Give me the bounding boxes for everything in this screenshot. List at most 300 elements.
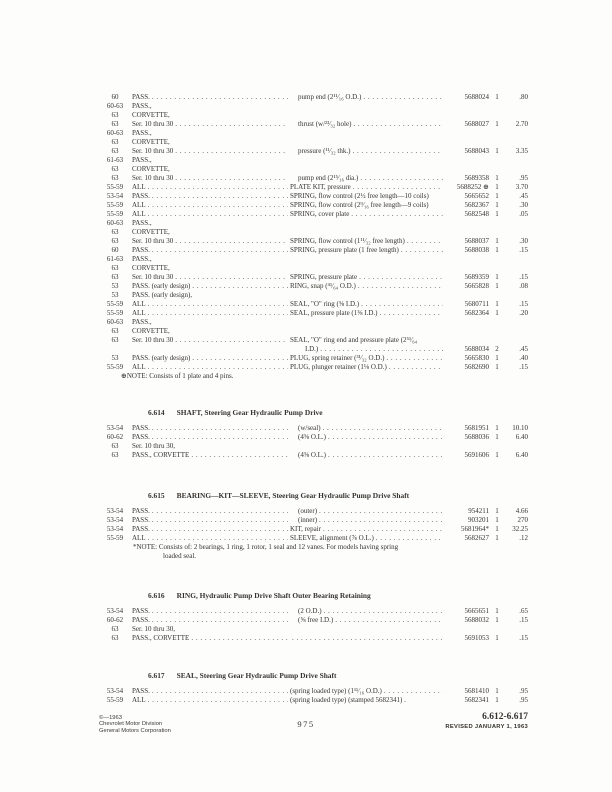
parts-row: [98, 625, 528, 634]
years-cell: 63: [111, 264, 119, 272]
years-cell: 53: [111, 291, 119, 299]
price-cell: 10.10: [512, 424, 528, 432]
description-cell: [290, 607, 445, 616]
section: [98, 591, 528, 643]
application-cell-text: Ser. 10 thru 30: [132, 147, 174, 155]
application-cell: [132, 516, 290, 525]
parts-row: [98, 129, 528, 138]
description-cell: [290, 201, 445, 210]
part-number-cell: 5689359: [464, 273, 489, 281]
parts-row: [98, 138, 528, 147]
qty-cell: 1: [495, 687, 499, 695]
part-number-cell: 5691606: [464, 451, 489, 459]
price-cell: .15: [519, 273, 528, 281]
dot-leader: [379, 309, 443, 318]
dot-leader: [148, 201, 288, 210]
description-cell: [290, 237, 445, 246]
description-cell: [290, 174, 445, 183]
description-cell-text: thrust (w/²³⁄₃₂ hole): [298, 120, 352, 128]
part-number-cell: 5682627: [464, 534, 489, 542]
qty-cell: 1: [495, 354, 499, 362]
price-cell: .05: [519, 210, 528, 218]
section-title: SHAFT, Steering Gear Hydraulic Pump Drive: [176, 408, 323, 417]
part-number-cell: 5688024: [464, 93, 489, 101]
description-cell-text: PLUG, plunger retainer (1⅛ O.D.): [290, 363, 387, 371]
description-cell-text: (4⅝ O.L.): [298, 451, 326, 459]
price-cell: 6.40: [515, 433, 528, 441]
part-number-cell: 5665652: [464, 192, 489, 200]
qty-cell: 1: [495, 451, 499, 459]
application-cell-text: ALL: [132, 534, 146, 542]
description-cell: [290, 273, 445, 282]
application-cell-text: PASS. (early design): [132, 282, 191, 290]
dot-leader: [386, 354, 443, 363]
application-cell: [132, 442, 290, 451]
application-cell-text: PASS., CORVETTE: [132, 451, 190, 459]
years-cell: 60-62: [106, 616, 124, 624]
dot-leader: [363, 93, 443, 102]
dot-leader: [148, 363, 288, 372]
application-cell: [132, 451, 290, 460]
dot-leader: [152, 433, 288, 442]
application-cell-text: ALL: [132, 183, 146, 191]
price-cell: 4.66: [515, 507, 528, 515]
application-cell: [132, 363, 290, 372]
price-cell: 270: [517, 516, 528, 524]
part-number-cell: 5665651: [464, 607, 489, 615]
parts-row: [98, 165, 528, 174]
description-cell: [290, 507, 445, 516]
years-cell: 53: [111, 282, 119, 290]
part-number-cell: 5682690: [464, 363, 489, 371]
description-cell-text: SEAL, "O" ring (⅝ I.D.): [290, 300, 360, 308]
years-cell: 63: [111, 451, 119, 459]
price-cell: 32.25: [512, 525, 528, 533]
years-cell: 63: [111, 237, 119, 245]
application-cell: [132, 433, 290, 442]
dot-leader: [361, 300, 443, 309]
qty-cell: 1: [495, 93, 499, 101]
price-cell: .08: [519, 282, 528, 290]
application-cell-text: CORVETTE,: [132, 111, 170, 119]
years-cell: 55-59: [106, 210, 124, 218]
dot-leader: [152, 424, 288, 433]
application-cell: [132, 174, 290, 183]
parts-row: [98, 210, 528, 219]
dot-leader: [175, 273, 288, 282]
description-cell-text: (spring loaded type) (1¹¹⁄₁₆ O.D.): [290, 687, 382, 695]
description-cell: [290, 451, 445, 460]
description-cell: [290, 93, 445, 102]
application-cell: [132, 625, 290, 634]
parts-row: [98, 300, 528, 309]
price-cell: 3.70: [515, 183, 528, 191]
qty-cell: 1: [495, 273, 499, 281]
dot-leader: [152, 525, 288, 534]
parts-row: [98, 345, 528, 354]
parts-row: [98, 228, 528, 237]
part-number-cell: 5688027: [464, 120, 489, 128]
dot-leader: [389, 363, 443, 372]
description-cell-text: SPRING, flow control (2⁹⁄₁₆ free length—9 coils): [290, 201, 429, 209]
years-cell: 53-54: [106, 687, 124, 695]
dot-leader: [328, 433, 443, 442]
dot-leader: [319, 507, 443, 516]
price-cell: .95: [519, 696, 528, 704]
application-cell-text: CORVETTE,: [132, 138, 170, 146]
qty-cell: 1: [495, 192, 499, 200]
price-cell: .20: [519, 309, 528, 317]
parts-row: [98, 318, 528, 327]
years-cell: 63: [111, 634, 119, 642]
section-number: 6.615: [148, 491, 165, 500]
part-number-cell: 5682367: [464, 201, 489, 209]
parts-row: [98, 93, 528, 102]
dot-leader: [148, 309, 288, 318]
parts-row: [98, 246, 528, 255]
section: [98, 93, 528, 381]
section-number: 6.614: [148, 408, 165, 417]
price-cell: .45: [519, 192, 528, 200]
description-cell-text: SPRING, pressure plate (1 free length): [290, 246, 399, 254]
section-title: BEARING—KIT—SLEEVE, Steering Gear Hydraulic Pump Drive Shaft: [176, 491, 410, 500]
qty-cell: 1: [495, 147, 499, 155]
qty-cell: 1: [495, 516, 499, 524]
application-cell-text: CORVETTE,: [132, 327, 170, 335]
description-cell-text: (outer): [298, 507, 318, 515]
dot-leader: [148, 210, 288, 219]
description-cell: [290, 687, 445, 696]
qty-cell: 1: [495, 174, 499, 182]
description-cell: [290, 634, 445, 643]
note-row: loaded seal.: [163, 552, 197, 560]
application-cell: [132, 120, 290, 129]
years-cell: 60-63: [106, 102, 124, 110]
application-cell: [132, 534, 290, 543]
description-cell: [290, 300, 445, 309]
application-cell: [132, 354, 290, 363]
qty-cell: 1: [495, 525, 499, 533]
section-title: SEAL, Steering Gear Hydraulic Pump Drive Shaft: [176, 671, 337, 680]
parts-row: [98, 174, 528, 183]
dot-leader: [353, 120, 443, 129]
description-cell-text: PLATE KIT, pressure: [290, 183, 351, 191]
description-cell-text: SEAL, pressure plate (1⅜ I.D.): [290, 309, 378, 317]
years-cell: 53: [111, 354, 119, 362]
application-cell-text: CORVETTE,: [132, 264, 170, 272]
description-cell: [290, 616, 445, 625]
years-cell: 63: [111, 174, 119, 182]
years-cell: 63: [111, 625, 119, 633]
application-cell-text: Ser. 10 thru 30,: [132, 625, 175, 633]
section-title: RING, Hydraulic Pump Drive Shaft Outer Bearing Retaining: [176, 591, 371, 600]
parts-row: [98, 111, 528, 120]
part-number-cell: 5688252 ⊕: [456, 183, 489, 191]
years-cell: 63: [111, 442, 119, 450]
application-cell-text: PASS.: [132, 93, 150, 101]
description-cell-text: KIT, repair: [290, 525, 321, 533]
application-cell: [132, 318, 290, 327]
application-cell-text: CORVETTE,: [132, 165, 170, 173]
parts-table: [98, 93, 528, 705]
part-number-cell: 5681410: [464, 687, 489, 695]
description-cell-text: SPRING, flow control (1¹¹⁄₃₂ free length): [290, 237, 405, 245]
application-cell-text: PASS.: [132, 507, 150, 515]
application-cell-text: PASS.: [132, 424, 150, 432]
price-cell: .15: [519, 616, 528, 624]
qty-cell: 1: [495, 507, 499, 515]
application-cell: [132, 607, 290, 616]
years-cell: 63: [111, 147, 119, 155]
description-cell: [290, 282, 445, 291]
section: [98, 671, 528, 705]
years-cell: 61-63: [106, 255, 124, 263]
dot-leader: [323, 525, 443, 534]
qty-cell: 1: [495, 201, 499, 209]
years-cell: 55-59: [106, 363, 124, 371]
years-cell: 60-63: [106, 129, 124, 137]
years-cell: 61-63: [106, 156, 124, 164]
application-cell: [132, 309, 290, 318]
application-cell-text: PASS.,: [132, 318, 152, 326]
years-cell: 53-54: [106, 516, 124, 524]
qty-cell: 1: [495, 183, 499, 191]
parts-row: [98, 102, 528, 111]
price-cell: .45: [519, 345, 528, 353]
parts-row: [98, 451, 528, 460]
dot-leader: [175, 120, 288, 129]
part-number-cell: 5680711: [464, 300, 489, 308]
years-cell: 55-59: [106, 201, 124, 209]
part-number-cell: 5665828: [464, 282, 489, 290]
price-cell: .30: [519, 201, 528, 209]
dot-leader: [152, 616, 288, 625]
note-row: ⊕NOTE: Consists of 1 plate and 4 pins.: [121, 372, 234, 380]
dot-leader: [192, 282, 288, 291]
years-cell: 55-59: [106, 300, 124, 308]
parts-row: [98, 363, 528, 372]
dot-leader: [148, 300, 288, 309]
dot-leader: [335, 616, 443, 625]
parts-row: [98, 219, 528, 228]
qty-cell: 1: [495, 607, 499, 615]
application-cell-text: Ser. 10 thru 30: [132, 273, 174, 281]
dot-leader: [152, 93, 288, 102]
dot-leader: [152, 516, 288, 525]
description-cell-text: RING, snap (⁴¹⁄₆₄ O.D.): [290, 282, 356, 290]
application-cell: [132, 210, 290, 219]
application-cell-text: Ser. 10 thru 30: [132, 174, 174, 182]
years-cell: 55-59: [106, 183, 124, 191]
section-heading: [98, 491, 528, 501]
parts-row: [98, 273, 528, 282]
note-row: *NOTE: Consists of: 2 bearings, 1 ring, 1 rotor, 1 seal and 12 vanes. For models having spring: [133, 543, 399, 551]
qty-cell: 1: [495, 282, 499, 290]
years-cell: 63: [111, 165, 119, 173]
application-cell-text: Ser. 10 thru 30: [132, 120, 174, 128]
qty-cell: 1: [495, 237, 499, 245]
dot-leader: [384, 687, 443, 696]
application-cell-text: ALL: [132, 363, 146, 371]
dot-leader: [148, 183, 288, 192]
application-cell-text: PASS., CORVETTE: [132, 634, 190, 642]
application-cell: [132, 327, 290, 336]
dot-leader: [148, 696, 288, 705]
years-cell: 63: [111, 111, 119, 119]
years-cell: 63: [111, 120, 119, 128]
footer-right-block: [445, 712, 528, 730]
application-cell: [132, 93, 290, 102]
application-cell-text: Ser. 10 thru 30,: [132, 442, 175, 450]
dot-leader: [175, 237, 288, 246]
description-cell: [290, 433, 445, 442]
price-cell: .65: [519, 607, 528, 615]
price-cell: .12: [519, 534, 528, 542]
parts-row: [98, 354, 528, 363]
description-cell: [290, 183, 445, 192]
description-cell-text: PLUG, spring retainer (³¹⁄₃₂ O.D.): [290, 354, 385, 362]
years-cell: 53-54: [106, 424, 124, 432]
parts-row: [98, 534, 528, 543]
description-cell-text: (2 O.D.): [298, 607, 322, 615]
description-cell-text: SPRING, pressure plate: [290, 273, 358, 281]
dot-leader: [376, 534, 443, 543]
copyright-corporation: General Motors Corporation: [99, 727, 171, 734]
price-cell: 2.70: [515, 120, 528, 128]
application-cell: [132, 616, 290, 625]
qty-cell: 1: [495, 120, 499, 128]
part-number-cell: 5682341: [464, 696, 489, 704]
years-cell: 53-54: [106, 607, 124, 615]
dot-leader: [353, 183, 443, 192]
application-cell: [132, 273, 290, 282]
description-cell-text: pressure (¹¹⁄₃₂ thk.): [298, 147, 351, 155]
dot-leader: [175, 336, 288, 345]
part-number-cell: 5665830: [464, 354, 489, 362]
parts-row: [98, 687, 528, 696]
description-cell-text: SPRING, cover plate: [290, 210, 350, 218]
dot-leader: [352, 147, 443, 156]
description-cell: [290, 363, 445, 372]
years-cell: 55-59: [106, 696, 124, 704]
revision-date: REVISED JANUARY 1, 1963: [445, 724, 528, 730]
description-cell: [290, 534, 445, 543]
part-number-cell: 5682548: [464, 210, 489, 218]
application-cell: [132, 246, 290, 255]
qty-cell: 1: [495, 309, 499, 317]
years-cell: 63: [111, 273, 119, 281]
qty-cell: 1: [495, 300, 499, 308]
application-cell: [132, 282, 290, 291]
price-cell: .95: [519, 174, 528, 182]
qty-cell: 1: [495, 246, 499, 254]
application-cell-text: PASS.,: [132, 219, 152, 227]
parts-row: [98, 192, 528, 201]
parts-row: [98, 237, 528, 246]
application-cell: [132, 183, 290, 192]
description-cell-text: SEAL, "O" ring end and pressure plate (2⁵¹⁄₆₄: [290, 336, 418, 344]
application-cell: [132, 138, 290, 147]
part-number-cell: 5688038: [464, 246, 489, 254]
description-cell: [290, 147, 445, 156]
application-cell: [132, 237, 290, 246]
dot-leader: [175, 147, 288, 156]
description-cell-text: SPRING, flow control (2½ free length—10 coils): [290, 192, 429, 200]
years-cell: 63: [111, 228, 119, 236]
description-cell-text: pump end (2¹¹⁄₁₆ O.D.): [298, 93, 362, 101]
part-number-cell: 5681951: [464, 424, 489, 432]
dot-leader: [407, 237, 443, 246]
section-number: 6.616: [148, 591, 165, 600]
parts-row: [98, 147, 528, 156]
price-cell: .15: [519, 363, 528, 371]
price-cell: .15: [519, 300, 528, 308]
parts-row: [98, 327, 528, 336]
dot-leader: [152, 607, 288, 616]
application-cell-text: PASS.: [132, 607, 150, 615]
description-cell: [290, 354, 445, 363]
parts-row: [98, 282, 528, 291]
application-cell-text: ALL: [132, 210, 146, 218]
dot-leader: [359, 273, 443, 282]
application-cell-text: ALL: [132, 201, 146, 209]
application-cell-text: PASS.: [132, 433, 150, 441]
price-cell: .30: [519, 237, 528, 245]
part-number-cell: 5682364: [464, 309, 489, 317]
description-cell: [290, 210, 445, 219]
parts-row: [98, 201, 528, 210]
dot-leader: [319, 516, 443, 525]
application-cell: [132, 129, 290, 138]
years-cell: 53-54: [106, 525, 124, 533]
application-cell: [132, 300, 290, 309]
application-cell-text: PASS.,: [132, 156, 152, 164]
dot-leader: [328, 451, 443, 460]
application-cell-text: Ser. 10 thru 30: [132, 336, 174, 344]
application-cell: [132, 634, 290, 643]
copyright-division: Chevrolet Motor Division: [99, 721, 163, 728]
dot-leader: [152, 246, 288, 255]
section: [98, 491, 528, 561]
description-cell: [290, 345, 445, 354]
section-heading: [98, 408, 528, 418]
application-cell: [132, 219, 290, 228]
price-cell: .40: [519, 354, 528, 362]
dot-leader: [292, 634, 443, 643]
description-cell-text: I.D.): [305, 345, 319, 353]
application-cell: [132, 264, 290, 273]
dot-leader: [320, 345, 443, 354]
description-cell: [290, 516, 445, 525]
parts-row: [98, 516, 528, 525]
price-cell: .15: [519, 634, 528, 642]
parts-row: [98, 264, 528, 273]
application-cell: [132, 291, 290, 300]
dot-leader: [324, 607, 443, 616]
part-number-cell: 5691053: [464, 634, 489, 642]
description-cell: [290, 192, 445, 201]
description-cell-text: SLEEVE, alignment (⅞ O.L.): [290, 534, 374, 542]
dot-leader: [152, 507, 288, 516]
application-cell-text: PASS.: [132, 616, 150, 624]
qty-cell: 2: [495, 345, 499, 353]
description-cell: [290, 120, 445, 129]
application-cell-text: PASS. (early design): [132, 354, 191, 362]
application-cell: [132, 424, 290, 433]
description-cell: [290, 309, 445, 318]
dot-leader: [175, 174, 288, 183]
parts-row: [98, 424, 528, 433]
